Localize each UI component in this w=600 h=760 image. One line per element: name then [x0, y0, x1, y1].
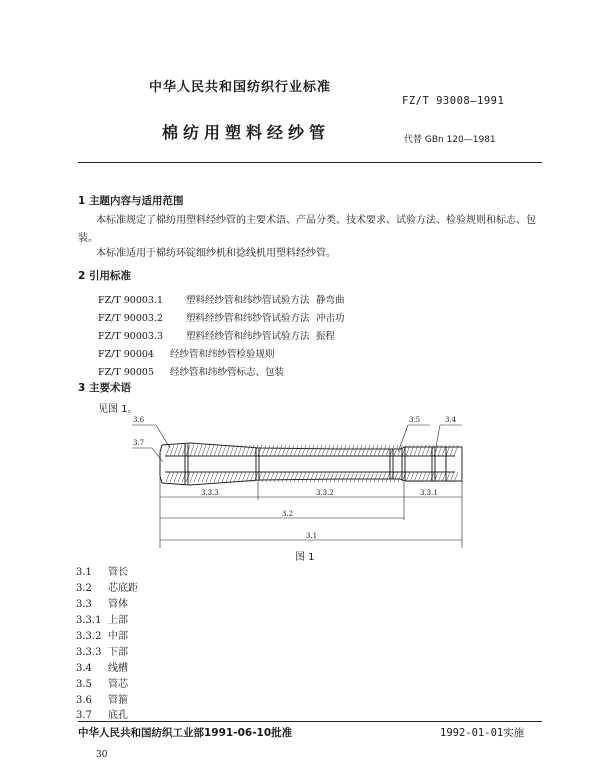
term-item: 3.1 管长: [76, 567, 128, 578]
hatch-line: [174, 445, 178, 456]
hatch-line: [222, 472, 226, 482]
label-3-2: 3.2: [282, 510, 294, 518]
see-figure-note: 见图 1。: [98, 404, 138, 415]
hatch-line: [218, 445, 222, 456]
hatch-line: [382, 445, 386, 456]
hatch-line: [178, 472, 182, 482]
hatch-line: [346, 445, 350, 456]
hatch-line: [314, 445, 318, 456]
hatch-line: [198, 472, 202, 482]
hatch-line: [178, 445, 182, 456]
hatch-line: [222, 445, 226, 456]
hatch-line: [342, 472, 346, 482]
hatch-line: [194, 472, 198, 482]
approval-line: 中华人民共和国纺织工业部1991-06-10批准: [78, 727, 293, 739]
hatch-line: [278, 445, 282, 456]
replaces-note: 代替 GBn 120—1981: [404, 135, 496, 145]
hatch-line: [274, 445, 278, 456]
wall-hatching: [166, 445, 458, 482]
hatch-line: [334, 472, 338, 482]
hatch-line: [174, 472, 178, 482]
section-3-heading: 3 主要术语: [78, 382, 131, 394]
hatch-line: [306, 445, 310, 456]
hatch-line: [394, 445, 398, 456]
label-3-3-3: 3.3.3: [201, 489, 219, 497]
section-1-heading: 1 主题内容与适用范围: [78, 195, 184, 207]
hatch-line: [362, 472, 366, 482]
term-item: 3.4 线槽: [76, 663, 128, 674]
hatch-line: [194, 445, 198, 456]
label-3-3-1: 3.3.1: [420, 489, 438, 497]
hatch-line: [346, 472, 350, 482]
term-item: 3.3 管体: [76, 599, 128, 610]
hatch-line: [378, 472, 382, 482]
hatch-line: [386, 445, 390, 456]
label-3-3-2: 3.3.2: [316, 489, 334, 497]
implementation-date: 1992-01-01实施: [440, 727, 525, 739]
hatch-line: [190, 472, 194, 482]
hatch-line: [202, 445, 206, 456]
hatch-line: [366, 472, 370, 482]
hatch-line: [270, 472, 274, 482]
hatch-line: [330, 445, 334, 456]
hatch-line: [354, 472, 358, 482]
hatch-line: [314, 472, 318, 482]
hatch-line: [286, 472, 290, 482]
hatch-line: [226, 472, 230, 482]
hatch-line: [306, 472, 310, 482]
hatch-line: [322, 472, 326, 482]
hatch-line: [366, 445, 370, 456]
label-3-6: 3.6: [133, 416, 145, 424]
reference-item: FZ/T 90003.3 塑料经纱管和纬纱管试验方法 振程: [98, 331, 336, 342]
reference-item: FZ/T 90004 经纱管和纬纱管检验规则: [98, 349, 275, 360]
hatch-line: [326, 445, 330, 456]
term-item: 3.5 管芯: [76, 679, 128, 690]
hatch-line: [370, 472, 374, 482]
section-1-paragraph-2: 本标准适用于棉纺环锭细纱机和捻线机用塑料经纱管。: [96, 248, 336, 259]
issuing-body-title: 中华人民共和国纺织行业标准: [149, 80, 332, 95]
hatch-line: [266, 472, 270, 482]
hatch-line: [210, 472, 214, 482]
page-number: 30: [96, 750, 108, 760]
hatch-line: [198, 445, 202, 456]
hatch-line: [270, 445, 274, 456]
hatch-line: [310, 472, 314, 482]
hatch-line: [262, 445, 266, 456]
term-item: 3.3.1 上部: [76, 615, 128, 626]
hatch-line: [166, 472, 170, 482]
hatch-line: [290, 472, 294, 482]
hatch-line: [234, 472, 238, 482]
hatch-line: [394, 472, 398, 482]
reference-item: FZ/T 90003.1 塑料经纱管和纬纱管试验方法 静弯曲: [98, 295, 345, 306]
label-3-7: 3.7: [133, 439, 145, 447]
hatch-line: [170, 445, 174, 456]
hatch-line: [374, 472, 378, 482]
hatch-line: [350, 445, 354, 456]
hatch-line: [290, 445, 294, 456]
hatch-line: [250, 445, 254, 456]
hatch-line: [358, 472, 362, 482]
hatch-line: [202, 472, 206, 482]
standard-number: FZ/T 93008—1991: [402, 95, 505, 107]
hatch-line: [350, 472, 354, 482]
term-item: 3.2 芯底距: [76, 583, 138, 594]
hatch-line: [326, 472, 330, 482]
hatch-line: [302, 472, 306, 482]
hatch-line: [230, 445, 234, 456]
hatch-line: [386, 472, 390, 482]
hatch-line: [334, 445, 338, 456]
hatch-line: [214, 445, 218, 456]
hatch-line: [282, 445, 286, 456]
hatch-line: [214, 472, 218, 482]
hatch-line: [318, 472, 322, 482]
hatch-line: [282, 472, 286, 482]
section-1-paragraph-1: 本标准规定了棉纺用塑料经纱管的主要术语、产品分类、技术要求、试验方法、检验规则和标志、包装。: [78, 215, 536, 244]
hatch-line: [318, 445, 322, 456]
term-item: 3.3.2 中部: [76, 631, 128, 642]
hatch-line: [294, 472, 298, 482]
hatch-line: [342, 445, 346, 456]
hatch-line: [262, 472, 266, 482]
reference-item: FZ/T 90003.2 塑料经纱管和纬纱管试验方法 冲击功: [98, 313, 345, 324]
hatch-line: [190, 445, 194, 456]
term-item: 3.7 底孔: [76, 710, 128, 721]
hatch-line: [302, 445, 306, 456]
hatch-line: [322, 445, 326, 456]
hatch-line: [230, 472, 234, 482]
hatch-line: [338, 472, 342, 482]
hatch-line: [218, 472, 222, 482]
figure-caption: 图 1: [295, 552, 315, 563]
hatch-line: [310, 445, 314, 456]
footer-divider: [78, 721, 542, 722]
hatch-line: [374, 445, 378, 456]
hatch-line: [382, 472, 386, 482]
hatch-line: [170, 472, 174, 482]
hatch-line: [358, 445, 362, 456]
hatch-line: [338, 445, 342, 456]
hatch-line: [238, 472, 242, 482]
hatch-line: [354, 445, 358, 456]
hatch-line: [298, 445, 302, 456]
term-item: 3.3.3 下部: [76, 647, 128, 658]
hatch-line: [210, 445, 214, 456]
hatch-line: [330, 472, 334, 482]
hatch-line: [362, 445, 366, 456]
hatch-line: [266, 445, 270, 456]
label-3-4: 3.4: [445, 416, 457, 424]
hatch-line: [294, 445, 298, 456]
section-2-heading: 2 引用标准: [78, 270, 131, 282]
document-title: 棉纺用塑料经纱管: [162, 123, 331, 142]
hatch-line: [242, 472, 246, 482]
term-item: 3.6 管箍: [76, 695, 128, 706]
hatch-line: [298, 472, 302, 482]
label-3-1: 3.1: [306, 532, 318, 540]
hatch-line: [286, 445, 290, 456]
hatch-line: [274, 472, 278, 482]
hatch-line: [398, 472, 402, 482]
hatch-line: [378, 445, 382, 456]
hatch-line: [206, 472, 210, 482]
reference-item: FZ/T 90005 经纱管和纬纱管标志、包装: [98, 367, 285, 378]
hatch-line: [370, 445, 374, 456]
hatch-line: [226, 445, 230, 456]
hatch-line: [206, 445, 210, 456]
hatch-line: [278, 472, 282, 482]
label-3-5: 3.5: [409, 416, 421, 424]
